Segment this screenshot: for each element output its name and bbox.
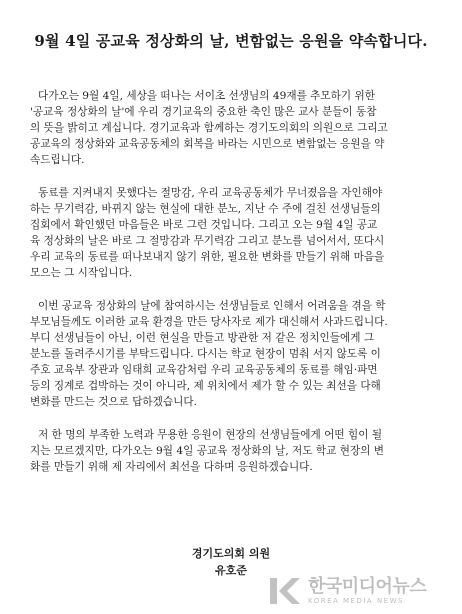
paragraph-line: '공교육 정상화의 날'에 우리 경기교육의 중요한 축인 많은 교사 분들이 동참 bbox=[30, 106, 377, 118]
watermark-text bbox=[308, 577, 426, 606]
paragraph-line: 화를 만들기 위해 제 자리에서 최선을 다하며 응원하겠습니다. bbox=[30, 461, 313, 473]
paragraph-line: 공교육의 정상화와 교육공동체의 회복을 바라는 시민으로 변함없는 응원을 약 bbox=[30, 138, 385, 150]
paragraph-line: 의 뜻을 밝히고 계십니다. 경기교육과 함께하는 경기도의회의 의원으로 그리고 bbox=[30, 122, 388, 134]
paragraph-line: 변화를 만드는 것으로 답하겠습니다. bbox=[30, 396, 197, 408]
paragraph-line: 육 정상화의 날은 바로 그 절망감과 무기력감 그리고 분노를 넘어서서, 또다시 bbox=[30, 235, 385, 247]
signature-affiliation: 경기도의회 의원 bbox=[191, 547, 271, 560]
paragraph-line: 등의 징계로 겁박하는 것이 아니라, 제 위치에서 제가 할 수 있는 최선을 다해 bbox=[30, 380, 381, 392]
paragraph-line: 부디 선생님들이 아닌, 이런 현실을 만들고 방관한 저 같은 정치인들에게 그 bbox=[30, 332, 375, 344]
paragraph-line: 이번 공교육 정상화의 날에 참여하시는 선생님들로 인해서 어려움을 겪을 학 bbox=[38, 300, 386, 312]
watermark-subtitle: KOREA MEDIA NEWS bbox=[308, 596, 404, 605]
paragraph-2 bbox=[30, 185, 438, 281]
paragraph-line: 분노를 돌려주시기를 부탁드립니다. 다시는 학교 현장이 멈춰 서지 않도록 이 bbox=[30, 348, 381, 360]
document-title: 9월 4일 공교육 정상화의 날, 변함없는 응원을 약속합니다. bbox=[34, 32, 428, 50]
paragraph-3 bbox=[30, 298, 438, 410]
paragraph-line: 부모님들께도 이러한 교육 환경을 만든 당사자로 제가 대신해서 사과드립니다. bbox=[30, 316, 388, 328]
paragraph-line: 지는 모르겠지만, 다가오는 9월 4일 공교육 정상화의 날, 저도 학교 현장의 변 bbox=[30, 445, 385, 457]
paragraph-line: 우리 교육의 동료를 떠나보내지 않기 위한, 필요한 변화를 만들기 위해 마음을 bbox=[30, 251, 385, 263]
paragraph-line: 모으는 그 시작입니다. bbox=[30, 267, 133, 279]
watermark-name: 한국미디어뉴스 bbox=[308, 575, 427, 597]
paragraph-4 bbox=[30, 427, 438, 475]
paragraph-line: 다가오는 9월 4일, 세상을 떠나는 서이초 선생님의 49재를 추모하기 위한 bbox=[38, 90, 375, 102]
paragraph-line: 집회에서 확인했던 마음들은 바로 그런 것입니다. 그리고 오는 9월 4일 공교 bbox=[30, 219, 378, 231]
document-body bbox=[30, 88, 438, 492]
paragraph-line: 저 한 명의 부족한 노력과 무용한 응원이 현장의 선생님들에게 어떤 힘이 될 bbox=[38, 429, 383, 441]
signature-name: 유호준 bbox=[215, 564, 247, 577]
watermark-logo-icon bbox=[268, 574, 304, 608]
paragraph-line: 하는 무기력감, 바뀌지 않는 현실에 대한 분노, 지난 수 주에 걸친 선생님들의 bbox=[30, 203, 381, 215]
paragraph-line: 주호 교육부 장관과 임태희 교육감처럼 우리 교육공동체의 동료를 해임·파면 bbox=[30, 364, 378, 376]
media-watermark bbox=[268, 572, 458, 610]
paragraph-1 bbox=[30, 88, 438, 168]
paragraph-line: 속드립니다. bbox=[30, 154, 85, 166]
paragraph-line: 동료를 지켜내지 못했다는 절망감, 우리 교육공동체가 무너졌음을 자인해야 bbox=[38, 187, 383, 199]
